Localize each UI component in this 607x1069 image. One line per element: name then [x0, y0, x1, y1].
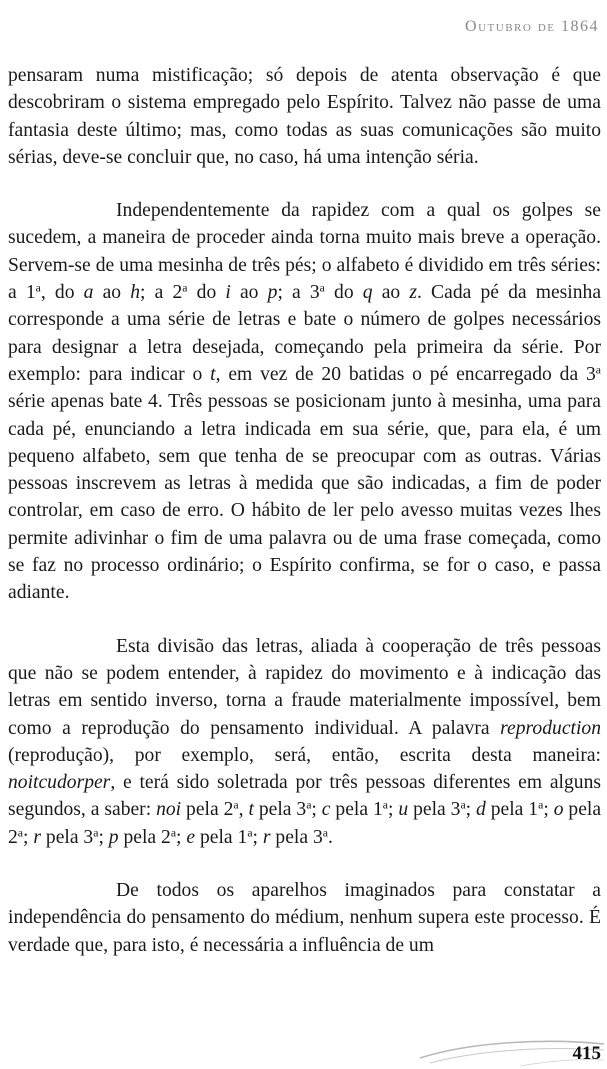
text-run: ; a 2: [140, 282, 183, 304]
ordinal-mark: a: [17, 826, 24, 840]
body-text: [8, 62, 601, 959]
page-footer: [0, 1030, 607, 1069]
text-run: ;: [98, 826, 109, 848]
text-run: Independentemente da rapidez com a qual os golpes se sucedem, a maneira de proceder ainda torna muito mais breve a operação. Servem-se de uma mesinha de três pés; o alfabeto é dividido em três séries: a 1: [8, 200, 601, 304]
text-run: ,: [238, 799, 249, 821]
text-run: ;: [252, 826, 263, 848]
paragraph-1: pensaram numa mistificação; só depois de atenta observação é que descobriram o sistema empregado pelo Espírito. Talvez não passe de uma fantasia deste último; mas, como todas as suas comunicações são muito sérias, deve-se concluir que, no caso, há uma intenção séria.: [8, 65, 601, 168]
italic-letter: o: [553, 799, 564, 821]
text-run: ao: [230, 282, 268, 304]
ordinal-mark: a: [170, 826, 177, 840]
text-run: Esta divisão das letras, aliada à cooperação de três pessoas que não se podem entender, à rapidez do movimento e à indicação das letras em sentido inverso, torna a fraude materialmente impossível, bem como a reprodução do pensamento individual. A palavra: [8, 635, 601, 739]
text-run: ;: [311, 799, 322, 821]
ordinal-mark: a: [460, 798, 466, 812]
italic-letter: c: [321, 799, 331, 821]
text-run: ;: [465, 799, 477, 821]
ordinal-mark: a: [93, 826, 99, 840]
text-run: , e terá sido soletrada por três pessoas diferentes em alguns segundos, a saber:: [8, 772, 601, 821]
text-run: ao: [372, 282, 410, 304]
ordinal-mark: a: [595, 363, 601, 377]
ordinal-mark: a: [382, 798, 388, 812]
italic-letter: p: [108, 826, 119, 848]
text-run: do: [187, 282, 226, 304]
page-number: 415: [572, 1043, 601, 1064]
paragraph-2: [8, 197, 601, 606]
text-run: ;: [387, 799, 399, 821]
italic-letter: q: [362, 282, 373, 304]
italic-letter: r: [33, 826, 41, 848]
text-run: pela 2: [181, 799, 234, 821]
italic-letter: t: [248, 799, 254, 821]
text-run: pela 3: [270, 826, 323, 848]
italic-letter: d: [476, 799, 486, 821]
ordinal-mark: a: [322, 826, 328, 840]
text-run: pela 1: [195, 826, 248, 848]
ordinal-mark: a: [182, 281, 188, 295]
text-run: ; a 3: [277, 282, 320, 304]
italic-letter: r: [262, 826, 271, 848]
italic-letter: i: [225, 282, 231, 304]
italic-word: noitcudorper: [8, 772, 111, 794]
text-run: ao: [93, 282, 131, 304]
ordinal-mark: a: [247, 826, 253, 840]
text-run: ;: [543, 799, 554, 821]
text-run: pela 1: [485, 799, 539, 821]
running-header: Outubro de 1864: [465, 18, 599, 35]
text-run: (reprodução), por exemplo, será, então, escrita desta maneira:: [8, 744, 601, 766]
ordinal-mark: a: [538, 798, 544, 812]
paragraph-3: [8, 633, 601, 851]
italic-word: reproduction: [500, 717, 601, 739]
text-run: ;: [23, 826, 34, 848]
text-run: , do: [40, 282, 84, 304]
italic-letter: z: [409, 282, 418, 304]
text-run: pela 3: [41, 826, 94, 848]
text-run: , em vez de 20 batidas o pé encarregado da 3: [215, 363, 596, 385]
italic-letter: u: [398, 799, 409, 821]
swoosh-ornament-icon: [0, 1030, 607, 1069]
ordinal-mark: a: [306, 798, 312, 812]
text-run: pela 2: [8, 799, 602, 848]
text-run: série apenas bate 4. Três pessoas se posicionam junto à mesinha, uma para cada pé, enunciando a letra indicada em sua série, que, para ela, é um pequeno alfabeto, sem que tenha de se preocupar com as outras. Várias pessoas inscrevem as letras à medida que são indicadas, a fim de poder controlar, em caso de erro. O hábito de ler pelo avesso muitas vezes lhes permite adivinhar o fim de uma palavra ou de uma frase começada, como se faz no processo ordinário; o Espírito confirma, se for o caso, e passa adiante.: [8, 391, 601, 604]
text-run: . Cada pé da mesinha corresponde a uma série de letras e bate o número de golpes necessários para designar a letra desejada, começando pela primeira da série. Por exemplo: para indicar o: [8, 282, 602, 385]
italic-letter: e: [186, 826, 196, 848]
text-run: pela 1: [330, 799, 383, 821]
text-run: ;: [176, 826, 187, 848]
ordinal-mark: a: [35, 281, 41, 295]
italic-letter: p: [267, 282, 278, 304]
ordinal-mark: a: [233, 798, 239, 812]
paragraph-4: De todos os aparelhos imaginados para constatar a independência do pensamento do médium, nenhum supera este processo. É verdade que, para isto, é necessária a influência de um: [8, 880, 601, 956]
ordinal-mark: a: [319, 281, 325, 295]
italic-letter: t: [210, 363, 216, 385]
italic-letter: h: [130, 282, 141, 304]
text-run: pela 2: [118, 826, 171, 848]
text-run: do: [324, 282, 363, 304]
text-run: pela 3: [408, 799, 461, 821]
italic-word: noi: [156, 799, 182, 821]
italic-letter: a: [83, 282, 94, 304]
text-run: pela 3: [253, 799, 307, 821]
text-run: .: [327, 826, 333, 848]
